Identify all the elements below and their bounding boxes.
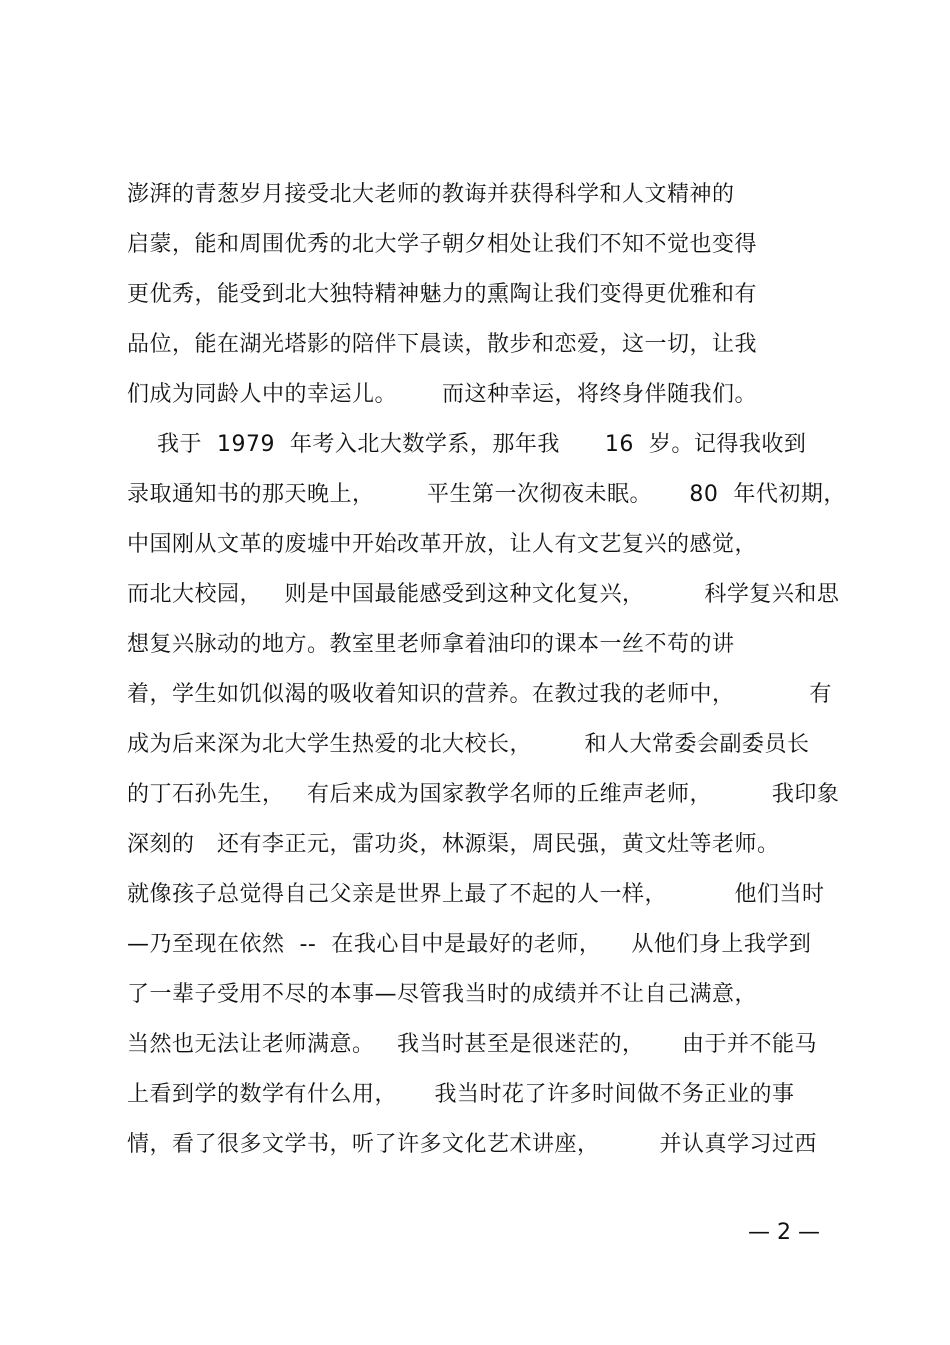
text-line: 深刻的 还有李正元，雷功炎，林源渠，周民强，黄文灶等老师。 xyxy=(127,832,780,857)
page-number: — 2 — xyxy=(748,1220,820,1245)
text-line: 们成为同龄人中的幸运儿。 而这种幸运，将终身伴随我们。 xyxy=(127,382,757,407)
text-line: 了一辈子受用不尽的本事—尽管我当时的成绩并不让自己满意， xyxy=(127,982,758,1007)
text-line: 上看到学的数学有什么用， 我当时花了许多时间做不务正业的事 xyxy=(127,1082,795,1107)
text-line: 当然也无法让老师满意。 我当时甚至是很迷茫的， 由于并不能马 xyxy=(127,1032,817,1057)
text-line: 成为后来深为北大学生热爱的北大校长， 和人大常委会副委员长 xyxy=(127,732,810,757)
text-line: 录取通知书的那天晚上， 平生第一次彻夜未眠。 80 年代初期， xyxy=(127,482,846,507)
text-line: 情，看了很多文学书，听了许多文化艺术讲座， 并认真学习过西 xyxy=(127,1132,817,1157)
text-line: 就像孩子总觉得自己父亲是世界上最了不起的人一样， 他们当时 xyxy=(127,882,825,907)
text-line: 我于 1979 年考入北大数学系，那年我 16 岁。记得我收到 xyxy=(127,432,807,457)
text-line: 的丁石孙先生， 有后来成为国家教学名师的丘维声老师， 我印象 xyxy=(127,782,840,807)
text-line: 品位，能在湖光塔影的陪伴下晨读，散步和恋爱，这一切，让我 xyxy=(127,332,758,357)
text-line: 着，学生如饥似渴的吸收着知识的营养。在教过我的老师中， 有 xyxy=(127,682,832,707)
text-line: 启蒙，能和周围优秀的北大学子朝夕相处让我们不知不觉也变得 xyxy=(127,232,758,257)
text-line: 澎湃的青葱岁月接受北大老师的教诲并获得科学和人文精神的 xyxy=(127,182,735,207)
text-line: 中国刚从文革的废墟中开始改革开放，让人有文艺复兴的感觉， xyxy=(127,532,758,557)
text-line: 而北大校园， 则是中国最能感受到这种文化复兴， 科学复兴和思 xyxy=(127,582,840,607)
text-line: —乃至现在依然 -- 在我心目中是最好的老师， 从他们身上我学到 xyxy=(127,932,812,957)
text-line: 更优秀，能受到北大独特精神魅力的熏陶让我们变得更优雅和有 xyxy=(127,282,758,307)
text-line: 想复兴脉动的地方。教室里老师拿着油印的课本一丝不苟的讲 xyxy=(127,632,735,657)
